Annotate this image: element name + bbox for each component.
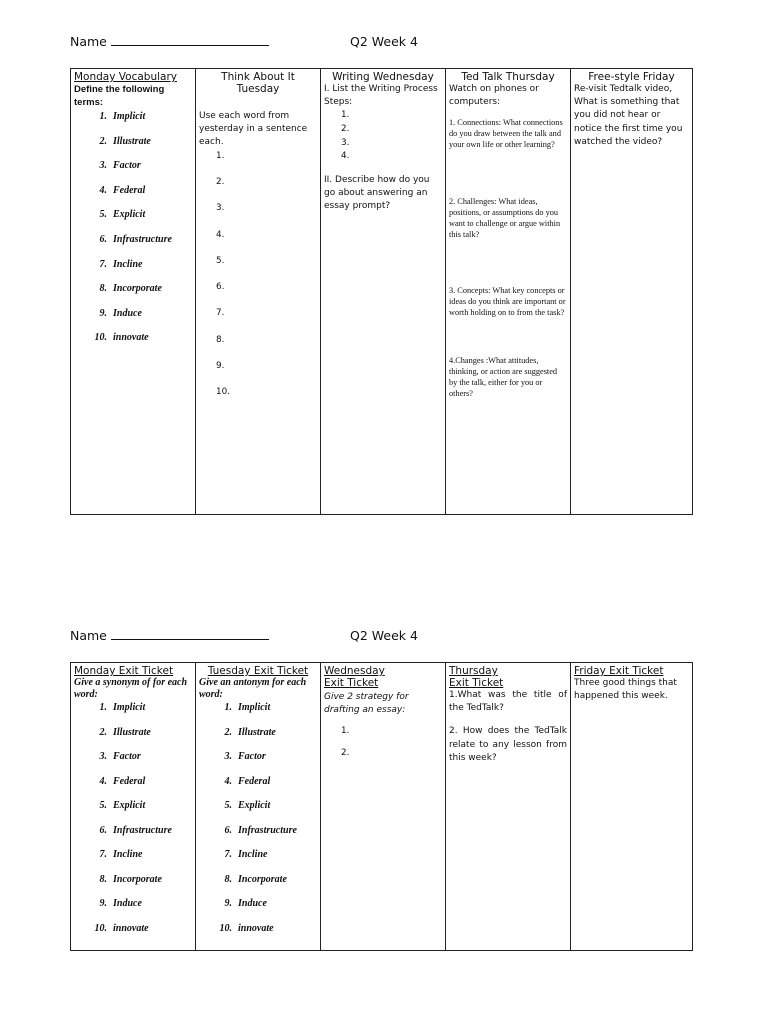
term-number: 10. <box>94 332 107 344</box>
term-word: Explicit <box>113 800 146 811</box>
question-challenges: 2. Challenges: What ideas, positions, or assumptions do you want to challenge or argue within this talk? <box>449 197 561 240</box>
term-number: 4. <box>99 775 107 787</box>
term-number: 3. <box>224 751 232 762</box>
ted-talk-thursday-cell <box>446 69 571 515</box>
column-title-line-2: Exit Ticket <box>449 677 504 689</box>
term-item <box>74 184 192 209</box>
number-item: 5. <box>216 255 225 266</box>
free-style-friday-cell <box>571 69 693 515</box>
term-word: Federal <box>113 775 146 787</box>
term-word: Infrastructure <box>238 824 297 836</box>
column-title: Tuesday Exit Ticket <box>207 665 309 677</box>
term-word: Infrastructure <box>113 233 172 245</box>
term-item <box>74 922 192 947</box>
column-title: Writing Wednesday <box>332 71 434 83</box>
term-word: Federal <box>238 775 271 787</box>
term-item <box>199 726 317 751</box>
term-word: Incorporate <box>113 283 162 295</box>
number-item: 1. <box>341 110 350 121</box>
term-item <box>199 873 317 898</box>
term-number: 3. <box>99 751 107 762</box>
term-item <box>199 701 317 726</box>
column-title: Monday Vocabulary <box>74 71 177 83</box>
instruction-text: Three good things that happened this week. <box>574 678 677 702</box>
term-list <box>74 110 192 356</box>
term-number: 1. <box>99 111 107 122</box>
term-word: Implicit <box>238 702 271 713</box>
think-about-it-tuesday-cell <box>196 69 321 515</box>
column-title: Think About It Tuesday <box>221 71 295 95</box>
term-word: Explicit <box>113 209 146 221</box>
strategy-number-list <box>324 725 442 769</box>
term-list <box>74 701 192 946</box>
header-1 <box>70 34 418 49</box>
term-item <box>74 258 192 283</box>
term-word: Incorporate <box>113 873 162 885</box>
term-word: Induce <box>238 898 267 909</box>
instruction-text: Give 2 strategy for drafting an essay: <box>324 692 409 716</box>
term-item <box>74 135 192 160</box>
term-item <box>74 331 192 356</box>
term-number: 4. <box>224 775 232 787</box>
term-item <box>199 824 317 849</box>
friday-exit-ticket-cell <box>571 663 693 951</box>
term-word: Factor <box>113 160 141 172</box>
term-word: Illustrate <box>113 726 151 738</box>
thursday-exit-ticket-cell <box>446 663 571 951</box>
term-word: Incorporate <box>238 873 287 885</box>
header-2 <box>70 628 418 643</box>
term-number: 10. <box>94 922 107 934</box>
term-item <box>74 159 192 184</box>
term-number: 2. <box>99 726 107 738</box>
term-item <box>74 110 192 135</box>
term-number: 4. <box>99 184 107 196</box>
term-word: innovate <box>113 332 149 344</box>
instruction-text: Give a synonym of for each word: <box>74 677 188 700</box>
name-label: Name <box>70 34 107 49</box>
number-item: 1. <box>341 726 350 737</box>
number-item: 7. <box>216 308 225 319</box>
term-item <box>199 848 317 873</box>
monday-exit-ticket-cell <box>71 663 196 951</box>
term-number: 9. <box>99 307 107 319</box>
term-number: 2. <box>224 726 232 738</box>
term-number: 8. <box>224 873 232 885</box>
number-item: 8. <box>216 334 225 345</box>
term-number: 9. <box>224 898 232 909</box>
term-item <box>74 799 192 824</box>
column-title-line-1: Thursday <box>449 665 498 677</box>
term-word: Incline <box>113 258 143 270</box>
term-word: Induce <box>113 898 142 909</box>
term-number: 2. <box>99 135 107 147</box>
term-word: Induce <box>113 307 142 319</box>
number-item: 2. <box>341 748 350 759</box>
term-number: 5. <box>99 209 107 221</box>
term-item <box>74 750 192 775</box>
term-item <box>74 897 192 922</box>
term-word: Federal <box>113 184 146 196</box>
column-title: Free-style Friday <box>588 71 675 83</box>
instruction-text: Re-visit Tedtalk video, What is something that you did not hear or notice the first time you watched the video? <box>574 84 683 147</box>
tuesday-exit-ticket-cell <box>196 663 321 951</box>
number-item: 4. <box>216 229 225 240</box>
term-item <box>199 750 317 775</box>
week-label: Q2 Week 4 <box>350 34 418 49</box>
column-title-line-1: Wednesday <box>324 665 385 677</box>
term-word: Illustrate <box>113 135 151 147</box>
number-item: 2. <box>341 124 350 134</box>
number-item: 9. <box>216 360 225 371</box>
number-item: 1. <box>216 150 225 161</box>
term-item <box>74 726 192 751</box>
term-word: Factor <box>113 751 141 762</box>
term-item <box>74 307 192 332</box>
term-number: 9. <box>99 898 107 909</box>
term-item <box>199 922 317 947</box>
column-title-line-2: Exit Ticket <box>324 677 379 689</box>
question-1: 1.What was the title of the TedTalk? <box>449 690 567 714</box>
term-item <box>74 282 192 307</box>
instruction-text: Watch on phones or computers: <box>449 84 539 108</box>
term-number: 5. <box>99 800 107 811</box>
term-word: Incline <box>113 849 143 860</box>
question-changes: 4.Changes :What attitudes, thinking, or action are suggested by the talk, either for you or others? <box>449 356 558 399</box>
term-number: 7. <box>224 849 232 860</box>
question-2: II. Describe how do you go about answering an essay prompt? <box>324 174 430 212</box>
term-item <box>74 848 192 873</box>
instruction-text: Give an antonym for each word: <box>199 677 307 700</box>
term-word: innovate <box>113 922 149 934</box>
term-number: 6. <box>99 824 107 836</box>
term-number: 7. <box>99 258 107 270</box>
weekly-activity-table <box>70 68 693 515</box>
term-word: Infrastructure <box>113 824 172 836</box>
term-number: 8. <box>99 283 107 295</box>
term-number: 7. <box>99 849 107 860</box>
question-connections: 1. Connections: What connections do you draw between the talk and your own life or other learning? <box>449 118 563 150</box>
term-item <box>74 775 192 800</box>
term-item <box>199 799 317 824</box>
column-title: Monday Exit Ticket <box>74 665 174 677</box>
question-1: I. List the Writing Process Steps: <box>324 84 438 108</box>
term-word: Factor <box>238 751 266 762</box>
term-item <box>74 701 192 726</box>
writing-wednesday-cell <box>321 69 446 515</box>
term-number: 3. <box>99 160 107 172</box>
question-2: 2. How does the TedTalk relate to any lesson from this week? <box>449 726 567 763</box>
monday-vocabulary-cell <box>71 69 196 515</box>
term-number: 6. <box>224 824 232 836</box>
step-list <box>324 109 442 163</box>
column-title: Ted Talk Thursday <box>461 71 555 83</box>
number-item: 6. <box>216 282 225 293</box>
term-word: Illustrate <box>238 726 276 738</box>
term-number: 1. <box>224 702 232 713</box>
name-blank-line[interactable] <box>111 629 269 640</box>
column-title: Friday Exit Ticket <box>574 665 664 677</box>
question-concepts: 3. Concepts: What key concepts or ideas do you think are important or worth holding on to from the task? <box>449 286 566 318</box>
term-list <box>199 701 317 946</box>
term-item <box>199 775 317 800</box>
term-item <box>74 824 192 849</box>
term-word: Implicit <box>113 111 146 122</box>
number-item: 2. <box>216 176 225 187</box>
term-word: Explicit <box>238 800 271 811</box>
term-word: innovate <box>238 922 274 934</box>
sentence-number-list <box>199 150 317 413</box>
term-item <box>74 873 192 898</box>
term-item <box>199 897 317 922</box>
term-word: Incline <box>238 849 268 860</box>
number-item: 10. <box>216 387 230 398</box>
number-item: 4. <box>341 151 350 162</box>
term-number: 6. <box>99 233 107 245</box>
name-label: Name <box>70 628 107 643</box>
term-number: 5. <box>224 800 232 811</box>
name-blank-line[interactable] <box>111 35 269 46</box>
exit-ticket-table <box>70 662 693 951</box>
term-item <box>74 208 192 233</box>
number-item: 3. <box>216 203 225 214</box>
term-word: Implicit <box>113 702 146 713</box>
instruction-text: Use each word from yesterday in a sentence each. <box>199 111 308 148</box>
term-item <box>74 233 192 258</box>
instruction-text: Define the following terms: <box>74 84 165 108</box>
term-number: 8. <box>99 873 107 885</box>
wednesday-exit-ticket-cell <box>321 663 446 951</box>
week-label: Q2 Week 4 <box>350 628 418 643</box>
term-number: 1. <box>99 702 107 713</box>
number-item: 3. <box>341 137 350 148</box>
term-number: 10. <box>219 922 232 934</box>
